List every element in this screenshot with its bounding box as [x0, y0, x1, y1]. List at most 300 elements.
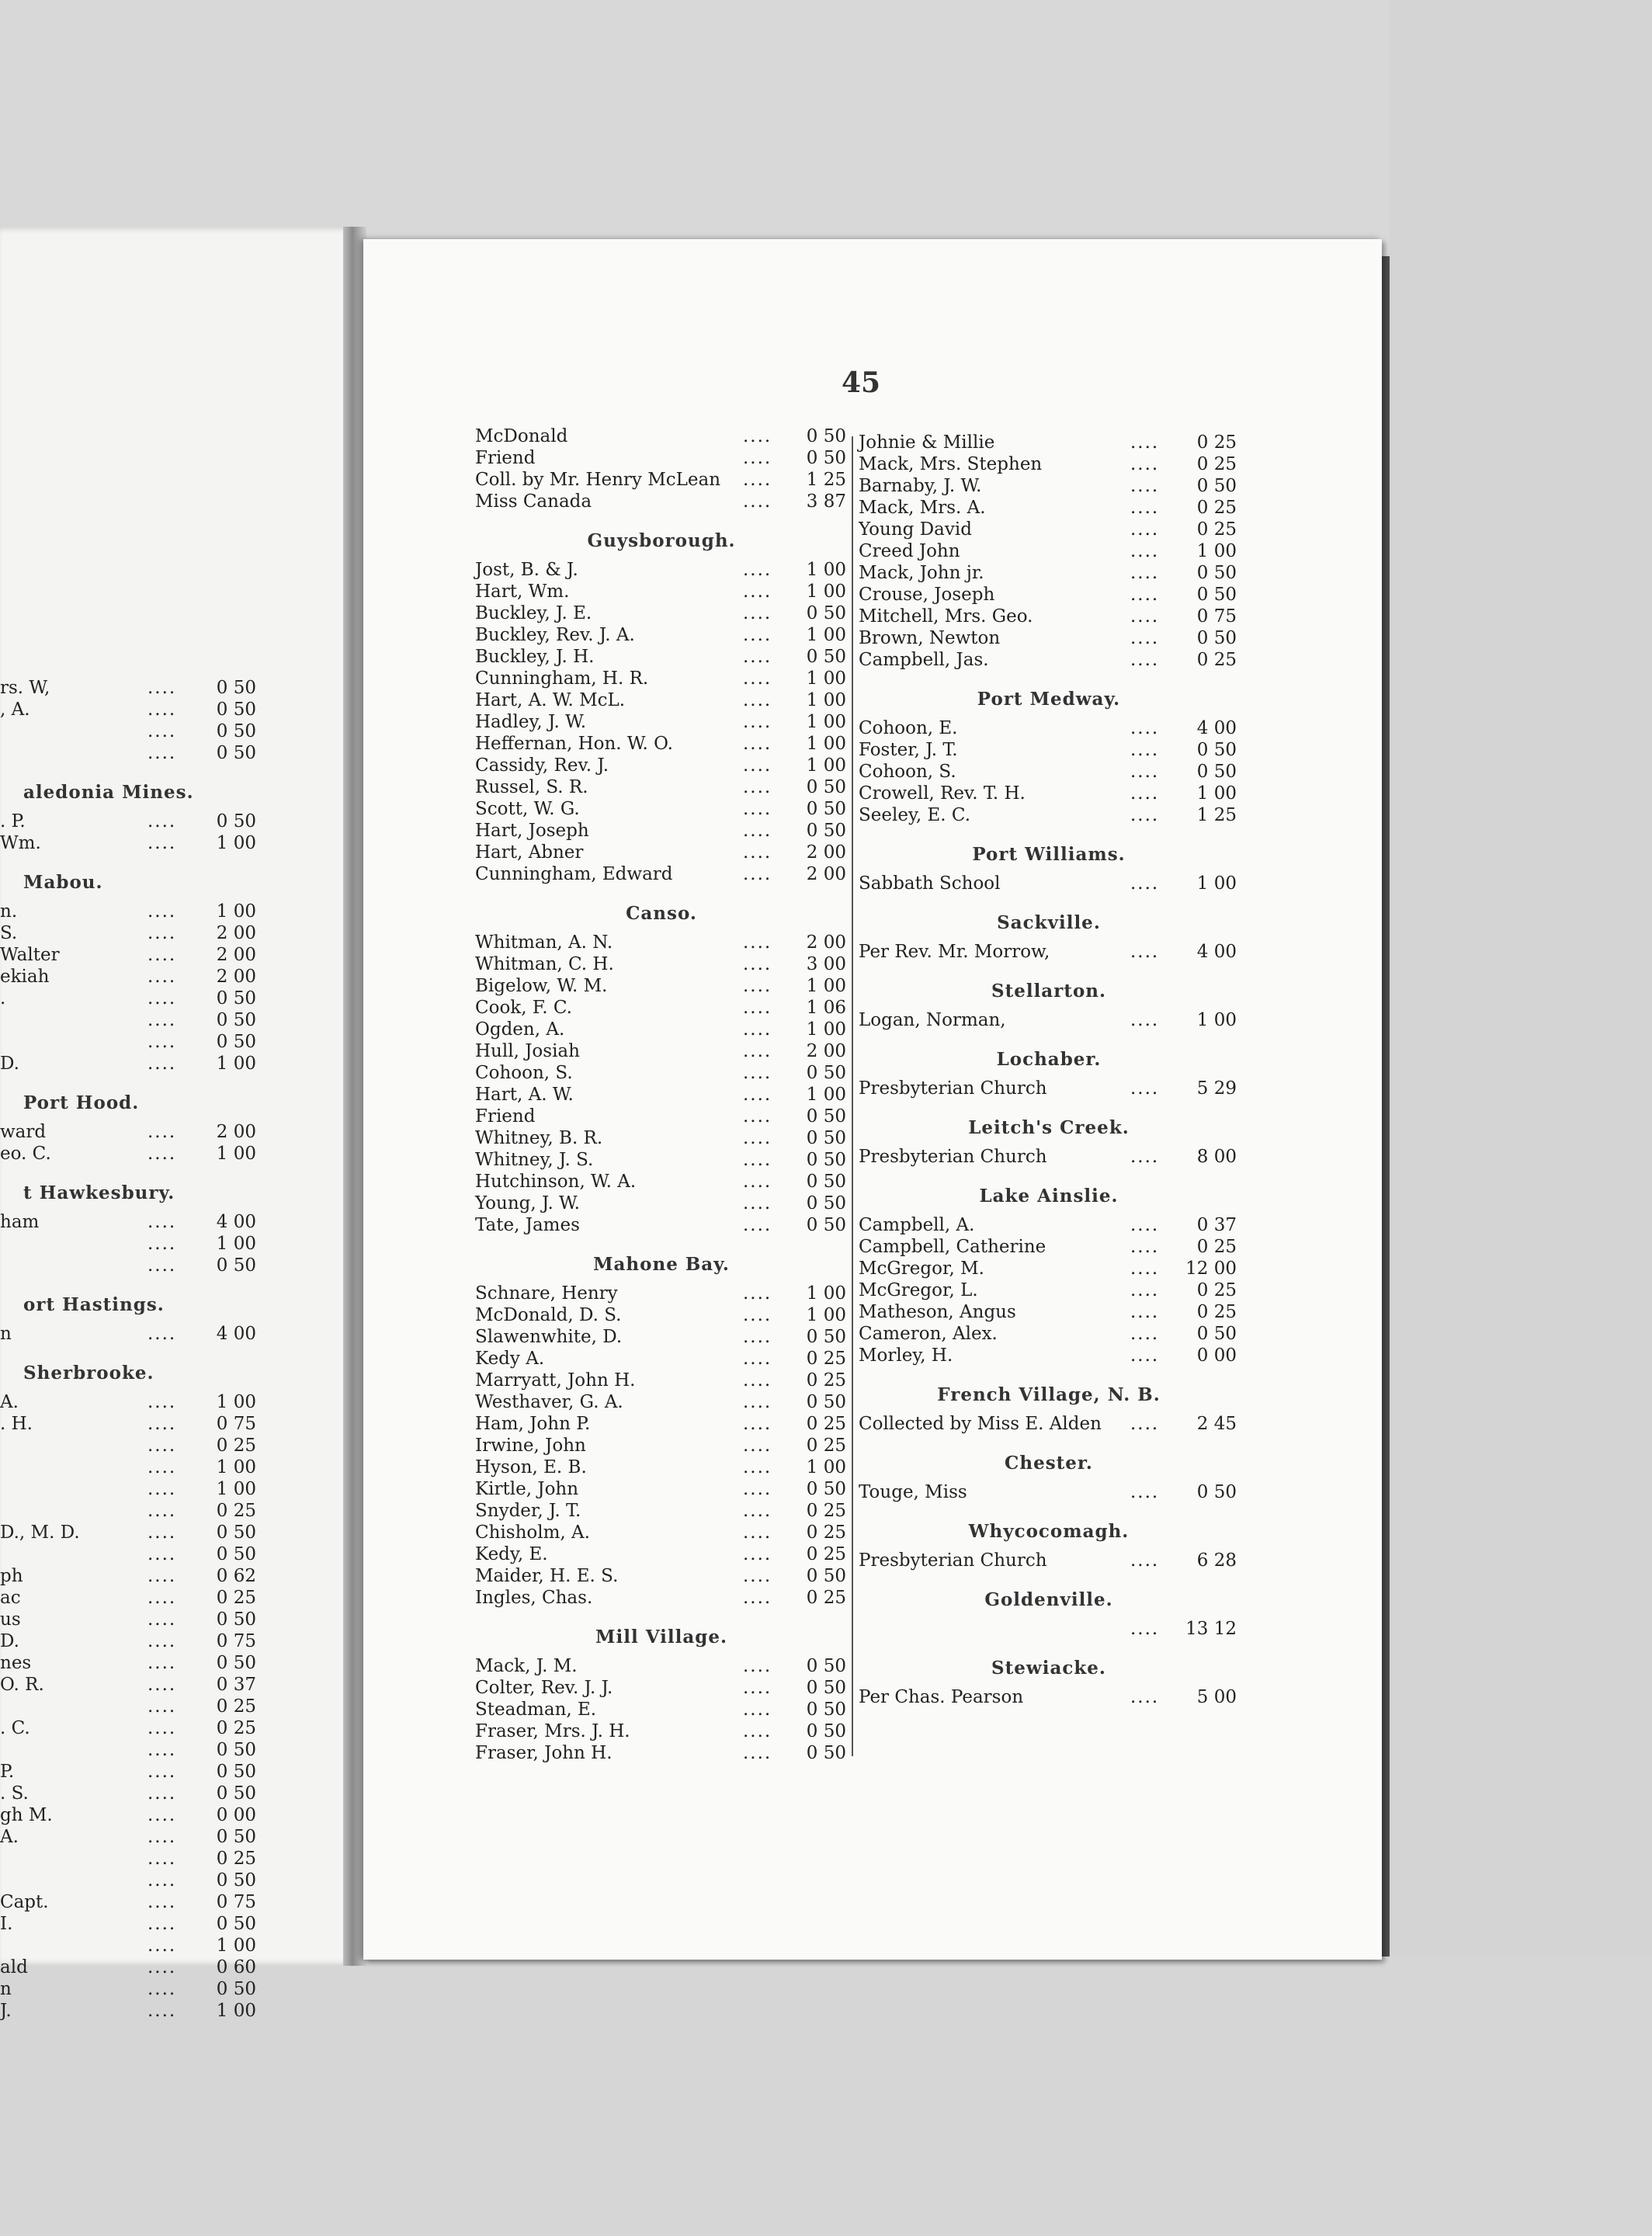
donor-name: us [0, 1609, 21, 1630]
donation-amount: 0 50 [216, 700, 256, 720]
leader-dots: .... [743, 821, 772, 841]
donation-amount: 0 50 [806, 1172, 846, 1192]
donation-amount: 3 87 [806, 491, 846, 512]
section-spacer [475, 1236, 848, 1253]
donor-name: Mack, Mrs. A. [859, 498, 986, 518]
leader-dots: .... [148, 1392, 177, 1412]
donor-row [475, 1478, 848, 1500]
donor-row [475, 1435, 848, 1457]
donor-name: Presbyterian Church [859, 1078, 1047, 1099]
donor-name: Westhaver, G. A. [475, 1392, 623, 1412]
section-spacer [0, 1115, 342, 1121]
leader-dots: .... [148, 1054, 177, 1074]
leader-dots: .... [148, 1870, 177, 1891]
donor-name: J. [0, 2001, 12, 2021]
donor-row [0, 1848, 342, 1870]
section-heading: ort Hastings. [23, 1294, 165, 1315]
section-heading: Whycocomagh. [968, 1521, 1130, 1542]
donor-name: eo. C. [0, 1144, 51, 1164]
leader-dots: .... [743, 1215, 772, 1235]
donation-amount: 0 25 [806, 1588, 846, 1608]
donation-amount: 0 50 [806, 1743, 846, 1763]
donor-row [475, 1565, 848, 1587]
section-spacer [859, 1099, 1239, 1116]
section-spacer [859, 963, 1239, 980]
section-spacer [0, 1165, 342, 1182]
section-spacer [859, 1071, 1239, 1078]
donor-name: Whitman, C. H. [475, 954, 614, 974]
donor-name: A. [0, 1392, 19, 1412]
donor-row [0, 811, 342, 832]
leader-dots: .... [148, 1544, 177, 1564]
donation-amount: 1 00 [806, 1457, 846, 1477]
donation-amount: 0 50 [216, 1979, 256, 1999]
donor-row [475, 1283, 848, 1304]
donor-name: Cameron, Alex. [859, 1324, 998, 1344]
donor-name: Friend [475, 448, 536, 468]
donor-row [475, 1214, 848, 1236]
donation-amount: 0 25 [1196, 454, 1237, 474]
donor-row [475, 932, 848, 953]
donor-row [0, 1543, 342, 1565]
section-heading: Mahone Bay. [593, 1254, 730, 1275]
section-spacer [0, 1385, 342, 1391]
leader-dots: .... [1130, 1237, 1160, 1257]
donation-amount: 0 50 [806, 1128, 846, 1148]
leader-dots: .... [148, 1914, 177, 1934]
donor-row [0, 1233, 342, 1255]
page-number: 45 [842, 366, 881, 399]
donation-amount: 1 00 [216, 2001, 256, 2021]
donation-amount: 1 00 [216, 1479, 256, 1499]
leader-dots: .... [148, 1122, 177, 1142]
subscription-column-right [859, 432, 1239, 1708]
donation-amount: 0 50 [806, 777, 846, 797]
donor-row [859, 1481, 1239, 1503]
donation-amount: 1 00 [806, 1019, 846, 1040]
donation-amount: 0 50 [216, 1653, 256, 1673]
leader-dots: .... [148, 2001, 177, 2021]
donor-name: ald [0, 1957, 28, 1977]
donor-name: McDonald, D. S. [475, 1305, 622, 1325]
leader-dots: .... [148, 1849, 177, 1869]
donor-name: Seeley, E. C. [859, 805, 971, 825]
leader-dots: .... [1130, 650, 1160, 670]
donor-row [475, 1193, 848, 1214]
donor-name: D. [0, 1631, 19, 1651]
section-heading: t Hawkesbury. [23, 1182, 175, 1203]
leader-dots: .... [148, 1501, 177, 1521]
donor-name: Mack, Mrs. Stephen [859, 454, 1043, 474]
donation-amount: 0 50 [1196, 585, 1237, 605]
leader-dots: .... [743, 426, 772, 446]
leader-dots: .... [743, 1414, 772, 1434]
leader-dots: .... [743, 1019, 772, 1040]
donor-row [475, 1062, 848, 1084]
section-heading: Port Williams. [972, 844, 1126, 865]
donor-row [475, 842, 848, 863]
leader-dots: .... [1130, 1215, 1160, 1235]
donor-row [0, 832, 342, 854]
donor-row [0, 1391, 342, 1413]
leader-dots: .... [148, 1979, 177, 1999]
donor-row [475, 711, 848, 733]
donor-name: Buckley, Rev. J. A. [475, 625, 635, 645]
donation-amount: 0 50 [216, 1032, 256, 1052]
donation-amount: 0 50 [806, 799, 846, 819]
donor-row [0, 1652, 342, 1674]
leader-dots: .... [148, 1957, 177, 1977]
donor-name: Campbell, Jas. [859, 650, 989, 670]
section-heading: Leitch's Creek. [968, 1117, 1130, 1138]
donation-amount: 0 50 [806, 1063, 846, 1083]
leader-dots: .... [148, 721, 177, 741]
donation-amount: 6 28 [1196, 1550, 1237, 1571]
leader-dots: .... [743, 1327, 772, 1347]
donation-amount: 1 00 [1196, 1010, 1237, 1030]
leader-dots: .... [743, 491, 772, 512]
donor-row [0, 1457, 342, 1478]
leader-dots: .... [743, 1457, 772, 1477]
leader-dots: .... [148, 1696, 177, 1717]
donor-name: Cook, F. C. [475, 998, 572, 1018]
leader-dots: .... [743, 932, 772, 953]
leader-dots: .... [1130, 1619, 1160, 1639]
donation-amount: 0 25 [216, 1696, 256, 1717]
donation-amount: 1 00 [806, 582, 846, 602]
donor-row [859, 739, 1239, 761]
donor-row [859, 453, 1239, 475]
donor-row [859, 519, 1239, 540]
donation-amount: 4 00 [216, 1324, 256, 1344]
donor-name: Hull, Josiah [475, 1041, 580, 1061]
donor-row [859, 1686, 1239, 1708]
leader-dots: .... [743, 1721, 772, 1741]
donation-amount: 0 00 [216, 1805, 256, 1825]
donor-name: rs. W, [0, 678, 50, 698]
leader-dots: .... [743, 1544, 772, 1564]
donor-name: Crowell, Rev. T. H. [859, 783, 1026, 804]
donor-name: D., M. D. [0, 1522, 80, 1543]
donor-row [475, 646, 848, 668]
donation-amount: 12 00 [1185, 1259, 1237, 1279]
donation-amount: 0 50 [806, 1656, 846, 1676]
leader-dots: .... [1130, 1550, 1160, 1571]
leader-dots: .... [1130, 541, 1160, 561]
leader-dots: .... [1130, 476, 1160, 496]
donor-name: Hadley, J. W. [475, 712, 587, 732]
donor-row [0, 966, 342, 988]
donor-row [475, 1742, 848, 1764]
donor-row [0, 1031, 342, 1053]
donation-amount: 0 25 [216, 1718, 256, 1738]
donor-name: Cohoon, S. [475, 1063, 573, 1083]
donor-name: Hart, A. W. McL. [475, 690, 626, 710]
donor-row [475, 668, 848, 689]
donor-row [859, 1323, 1239, 1345]
donor-name: . [0, 988, 6, 1009]
donor-name: Cunningham, Edward [475, 864, 673, 884]
donation-amount: 0 25 [216, 1436, 256, 1456]
donation-amount: 0 50 [1196, 1482, 1237, 1502]
section-heading: Lake Ainslie. [979, 1186, 1119, 1207]
leader-dots: .... [148, 988, 177, 1009]
leader-dots: .... [148, 1255, 177, 1276]
donor-name: Hyson, E. B. [475, 1457, 587, 1477]
leader-dots: .... [1130, 1345, 1160, 1366]
donor-row [859, 584, 1239, 606]
section-heading: Mill Village. [595, 1627, 727, 1647]
donation-amount: 8 00 [1196, 1147, 1237, 1167]
donor-row [859, 1413, 1239, 1435]
donor-name: O. R. [0, 1675, 44, 1695]
section-spacer [859, 1503, 1239, 1520]
donor-row [475, 469, 848, 491]
leader-dots: .... [743, 755, 772, 776]
leader-dots: .... [743, 1588, 772, 1608]
donor-name: ac [0, 1588, 21, 1608]
donation-amount: 0 25 [216, 1849, 256, 1869]
donation-amount: 0 50 [806, 1721, 846, 1741]
donation-amount: 1 25 [806, 470, 846, 490]
donation-amount: 0 50 [1196, 1324, 1237, 1344]
donation-amount: 0 50 [216, 1762, 256, 1782]
donation-amount: 1 00 [806, 1283, 846, 1304]
donor-row [859, 1279, 1239, 1301]
donation-amount: 1 00 [216, 1936, 256, 1956]
donor-row [859, 432, 1239, 453]
leader-dots: .... [148, 743, 177, 763]
donor-name: n. [0, 901, 18, 922]
leader-dots: .... [1130, 563, 1160, 583]
donation-amount: 1 00 [216, 1392, 256, 1412]
leader-dots: .... [743, 1172, 772, 1192]
donor-row [475, 689, 848, 711]
donor-name: Per Rev. Mr. Morrow, [859, 942, 1050, 962]
leader-dots: .... [148, 1144, 177, 1164]
section-spacer [0, 1205, 342, 1211]
donation-amount: 1 00 [806, 560, 846, 580]
section-spacer [859, 1407, 1239, 1413]
section-spacer [0, 854, 342, 871]
donation-amount: 0 25 [806, 1349, 846, 1369]
donation-amount: 1 00 [216, 1144, 256, 1164]
donor-row [475, 1084, 848, 1106]
leader-dots: .... [1130, 1687, 1160, 1707]
donor-row [475, 491, 848, 512]
section-heading: Sackville. [997, 912, 1101, 933]
donor-row [859, 627, 1239, 649]
donation-amount: 0 50 [806, 647, 846, 667]
donor-name: Kirtle, John [475, 1479, 579, 1499]
donation-amount: 0 50 [216, 1522, 256, 1543]
section-heading: Lochaber. [996, 1049, 1102, 1070]
donor-row [859, 1618, 1239, 1640]
donor-row [0, 1609, 342, 1630]
donation-amount: 2 45 [1196, 1414, 1237, 1434]
donor-row [475, 733, 848, 755]
section-spacer [859, 671, 1239, 688]
section-spacer [859, 1571, 1239, 1588]
donor-row [0, 1783, 342, 1804]
donor-row [859, 1550, 1239, 1571]
scan-background-right [1390, 0, 1652, 2236]
donor-name: ham [0, 1212, 40, 1232]
leader-dots: .... [743, 1700, 772, 1720]
donor-name: Young, J. W. [475, 1193, 580, 1213]
donation-amount: 2 00 [216, 1122, 256, 1142]
leader-dots: .... [743, 777, 772, 797]
donor-row [0, 1500, 342, 1522]
donor-row [859, 1301, 1239, 1323]
donor-row [475, 602, 848, 624]
leader-dots: .... [148, 1675, 177, 1695]
donor-row [859, 1345, 1239, 1366]
donation-amount: 0 25 [216, 1501, 256, 1521]
leader-dots: .... [743, 690, 772, 710]
donor-name: Young David [859, 519, 972, 540]
leader-dots: .... [148, 700, 177, 720]
donation-amount: 0 25 [216, 1588, 256, 1608]
leader-dots: .... [1130, 783, 1160, 804]
donation-amount: 0 50 [806, 1193, 846, 1213]
donation-amount: 2 00 [806, 1041, 846, 1061]
donor-name: Mack, John jr. [859, 563, 984, 583]
donor-name: Crouse, Joseph [859, 585, 995, 605]
donor-name: Barnaby, J. W. [859, 476, 982, 496]
leader-dots: .... [148, 811, 177, 832]
donor-name: Whitney, J. S. [475, 1150, 594, 1170]
donation-amount: 0 50 [216, 1914, 256, 1934]
donor-name: Hart, Joseph [475, 821, 589, 841]
leader-dots: .... [1130, 805, 1160, 825]
leader-dots: .... [743, 1085, 772, 1105]
leader-dots: .... [148, 1653, 177, 1673]
leader-dots: .... [1130, 942, 1160, 962]
donation-amount: 0 25 [1196, 1302, 1237, 1322]
donation-amount: 4 00 [1196, 718, 1237, 738]
leader-dots: .... [1130, 519, 1160, 540]
donor-name: Hutchinson, W. A. [475, 1172, 637, 1192]
donor-name: Hart, Wm. [475, 582, 570, 602]
section-spacer [0, 1075, 342, 1092]
donation-amount: 1 00 [806, 976, 846, 996]
leader-dots: .... [1130, 718, 1160, 738]
donation-amount: 0 25 [1196, 650, 1237, 670]
donor-name: Coll. by Mr. Henry McLean [475, 470, 721, 490]
donation-amount: 1 00 [806, 755, 846, 776]
leader-dots: .... [1130, 1010, 1160, 1030]
donor-row [859, 717, 1239, 739]
section-spacer [859, 894, 1239, 911]
leader-dots: .... [743, 1305, 772, 1325]
donor-name: Schnare, Henry [475, 1283, 618, 1304]
leader-dots: .... [148, 967, 177, 987]
donor-row [859, 873, 1239, 894]
leader-dots: .... [148, 1522, 177, 1543]
donor-row [0, 1053, 342, 1075]
donor-row [0, 1323, 342, 1345]
donor-name: Cohoon, S. [859, 762, 956, 782]
leader-dots: .... [743, 647, 772, 667]
leader-dots: .... [743, 734, 772, 754]
donor-row [475, 776, 848, 798]
donation-amount: 4 00 [216, 1212, 256, 1232]
donor-name: S. [0, 923, 18, 943]
donation-amount: 2 00 [806, 932, 846, 953]
leader-dots: .... [148, 1010, 177, 1030]
donation-amount: 0 25 [806, 1370, 846, 1391]
donor-name: Colter, Rev. J. J. [475, 1678, 613, 1698]
left-page [0, 227, 356, 2021]
donor-row [475, 1587, 848, 1609]
donation-amount: 0 50 [1196, 563, 1237, 583]
leader-dots: .... [743, 799, 772, 819]
leader-dots: .... [1130, 1414, 1160, 1434]
donor-row [0, 1522, 342, 1543]
section-spacer [859, 1366, 1239, 1384]
section-heading: Mabou. [23, 872, 103, 893]
donor-name: D. [0, 1054, 19, 1074]
leader-dots: .... [743, 1349, 772, 1369]
section-heading: Port Hood. [23, 1092, 140, 1113]
leader-dots: .... [743, 1370, 772, 1391]
leader-dots: .... [148, 1827, 177, 1847]
donation-amount: 0 50 [806, 821, 846, 841]
donor-row [0, 720, 342, 742]
donor-row [475, 1019, 848, 1040]
donor-row [475, 1500, 848, 1522]
section-heading: Canso. [626, 903, 697, 924]
donation-amount: 0 25 [1196, 432, 1237, 453]
donor-name: Hart, Abner [475, 842, 584, 863]
leader-dots: .... [743, 448, 772, 468]
donor-row [0, 1913, 342, 1935]
leader-dots: .... [148, 1324, 177, 1344]
leader-dots: .... [1130, 454, 1160, 474]
donation-amount: 0 75 [216, 1414, 256, 1434]
leader-dots: .... [1130, 762, 1160, 782]
donor-row [475, 624, 848, 646]
donation-amount: 0 50 [216, 988, 256, 1009]
donor-row [859, 1009, 1239, 1031]
donor-name: n [0, 1979, 12, 1999]
donor-row [859, 606, 1239, 627]
donor-row [475, 975, 848, 997]
donor-row [475, 1699, 848, 1720]
leader-dots: .... [148, 833, 177, 853]
leader-dots: .... [1130, 1147, 1160, 1167]
donor-row [0, 1587, 342, 1609]
leader-dots: .... [743, 712, 772, 732]
donation-amount: 0 00 [1196, 1345, 1237, 1366]
donor-name: nes [0, 1653, 32, 1673]
donor-name: Mitchell, Mrs. Geo. [859, 606, 1033, 627]
donor-name: Presbyterian Church [859, 1550, 1047, 1571]
leader-dots: .... [148, 1892, 177, 1912]
donation-amount: 3 00 [806, 954, 846, 974]
donation-amount: 0 50 [216, 1010, 256, 1030]
section-heading: Port Medway. [977, 689, 1121, 710]
donor-name: Snyder, J. T. [475, 1501, 581, 1521]
donor-row [0, 988, 342, 1009]
section-spacer [859, 1031, 1239, 1048]
leader-dots: .... [743, 560, 772, 580]
donation-amount: 0 75 [1196, 606, 1237, 627]
section-spacer [475, 1649, 848, 1655]
donor-name: McDonald [475, 426, 568, 446]
donor-row [475, 863, 848, 885]
